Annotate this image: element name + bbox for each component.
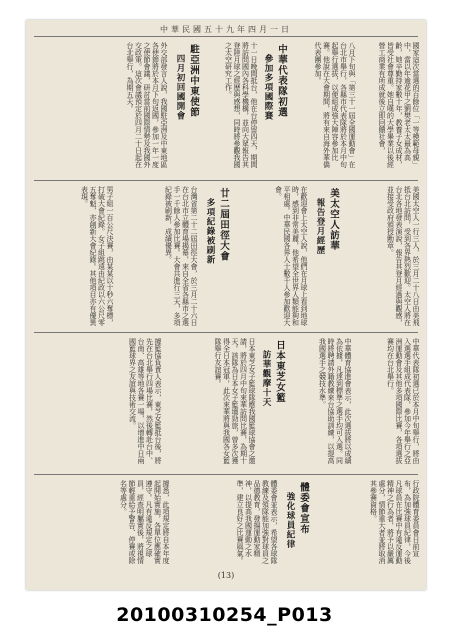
archive-id-caption: 20100310254_P013 [116, 604, 333, 626]
article-column: 據悉，此項規定將自本年度起開始實施，各單位應確實遵守。凡有違反規定之球員，經查明屬實後，將視情節輕重給予警告、停賽或除名等處分。 [119, 480, 170, 564]
subhead-meeting: 多項紀錄被刷新 [205, 198, 215, 265]
article-column: 男子組一百公尺決賽，由某某以十秒六奪標，打破大會紀錄。女子組跳遠由紀政以六公尺零五奪魁，亦創新大會紀錄。其他項目亦有優異表現。 [80, 186, 114, 326]
section-rule [34, 180, 418, 181]
running-head: 中華民國五十九年四月一日 [160, 25, 292, 34]
article-column: 日本東芝女子籃球隊應我國籃球協會之邀請，將於四月中旬來華訪問比賽，為期十天。該隊為日本女子籃壇勁旅，曾多次獲得全日本冠軍，此次來華將與我國各女籃隊舉行友誼賽。 [214, 338, 256, 464]
headline-women-team: 日本東芝女籃 [274, 340, 285, 403]
scanned-page [26, 20, 426, 590]
header-rule [34, 36, 418, 37]
article-column: 體委會並表示，希望各球隊教練及領隊能加強對球員之品德教育，發揚運動家精神，以提高我國運動之水準，建立良好之比賽風氣。 [236, 480, 278, 564]
article-column: 據籃協負責人表示，東芝女籃抵台後，將先在台北舉行四場比賽，然後轉赴台中、台南、高雄等地各賽一場，以增進中日兩國籃球界之友誼與技術交流。 [128, 338, 162, 464]
headline-meeting: 廿二屆田徑大會 [218, 188, 229, 262]
subhead-athletes: 強化球員紀律 [285, 492, 295, 549]
article-column: 台灣省第二十二屆田徑大會，於三月二十六日在台北市立體育場揭幕，來自全省各縣市之選手一千餘人參加比賽。大會共進行三天，多項紀錄被刷新，成績優異。 [164, 186, 198, 326]
subhead-women-team: 訪華觀摩十天 [261, 350, 271, 407]
subhead-zhonghua-team: 參加多項國際賽 [263, 54, 273, 121]
article-column: 外交部發言人說，我國駐亞洲及中東地區各使節將於本月下旬返國，參加一年一度之使節會議，研討當前國際情勢及我國外交政策。這次會議預定於四月二十日起在台北舉行，為期五天。 [126, 42, 168, 168]
headline-astronaut: 美太空人訪華 [328, 188, 339, 251]
headline-athletes: 體委會宣布 [298, 482, 309, 535]
article-column: 在歡迎會上太空人說，他們在月球上看到地球時，感到非常美麗，他希望全世界人類能夠和平相處。中華民國各界人士數千人參加歡迎大會。 [274, 186, 308, 326]
article-column: 美國太空人一行三人，於三月二十八日由美飛抵台北訪問，受到各界熱烈歡迎。太空人將在台北各地發表演說，報告其登月經過與觀感，並接受政府頒授勳章。 [386, 186, 420, 326]
subhead-astronaut: 報告登月經歷 [315, 198, 325, 255]
article-column: 行政院體育委員會日前宣布，為加強球員紀律，今後凡球員在比賽中有違反運動精神之行為者，將予以嚴厲處分，情節重大者並將取消其參賽資格。 [369, 480, 420, 564]
article-column: 國家這次當選的百餘位「一等模範母親」中，當以年逾花甲之劉樊老太太最為高齡，她辛勤持家數十年，教養子女成材，皆受社會尊重。她自嘆的大學畢業以後經營工商業有所成就後立即回饋社會， [378, 42, 420, 168]
section-rule [34, 332, 418, 333]
article-column: 八月下旬與「第三十一屆全國運動會」在台北市舉行，各縣市代表隊將於本月中旬起舉行選拔，以便組成強大陣容參加比賽。他說在大會期間，將有來自海外華僑代表團參加。 [314, 42, 356, 168]
page-number: (13) [217, 571, 235, 580]
subhead-embassy: 四月初回國開會 [175, 54, 185, 121]
article-column: 十一日晚間抵台，他在台停留四天，期間將訪問國內各科學機構，並向大眾報告其登陸月球之經歷與感想，同時將參觀我國之太空研究工作。 [224, 42, 258, 168]
article-column: 中華代表隊初選已於本月中旬舉行，將由入選選手組成代表隊，參加今年舉行之亞洲運動會及其他多項國際比賽，各項選拔賽均在台北舉行。 [386, 338, 420, 464]
section-rule [34, 474, 418, 475]
headline-embassy: 駐亞洲中東使節 [188, 44, 199, 118]
article-column: 中華體育協進會表示，此次選拔將以成績為依據，凡達到標準之選手均可入選。同時將聘請外籍教練來台協助訓練，以提高我國選手之競技水準。 [318, 338, 352, 464]
headline-zhonghua-team: 中華代表隊初選 [276, 44, 287, 118]
